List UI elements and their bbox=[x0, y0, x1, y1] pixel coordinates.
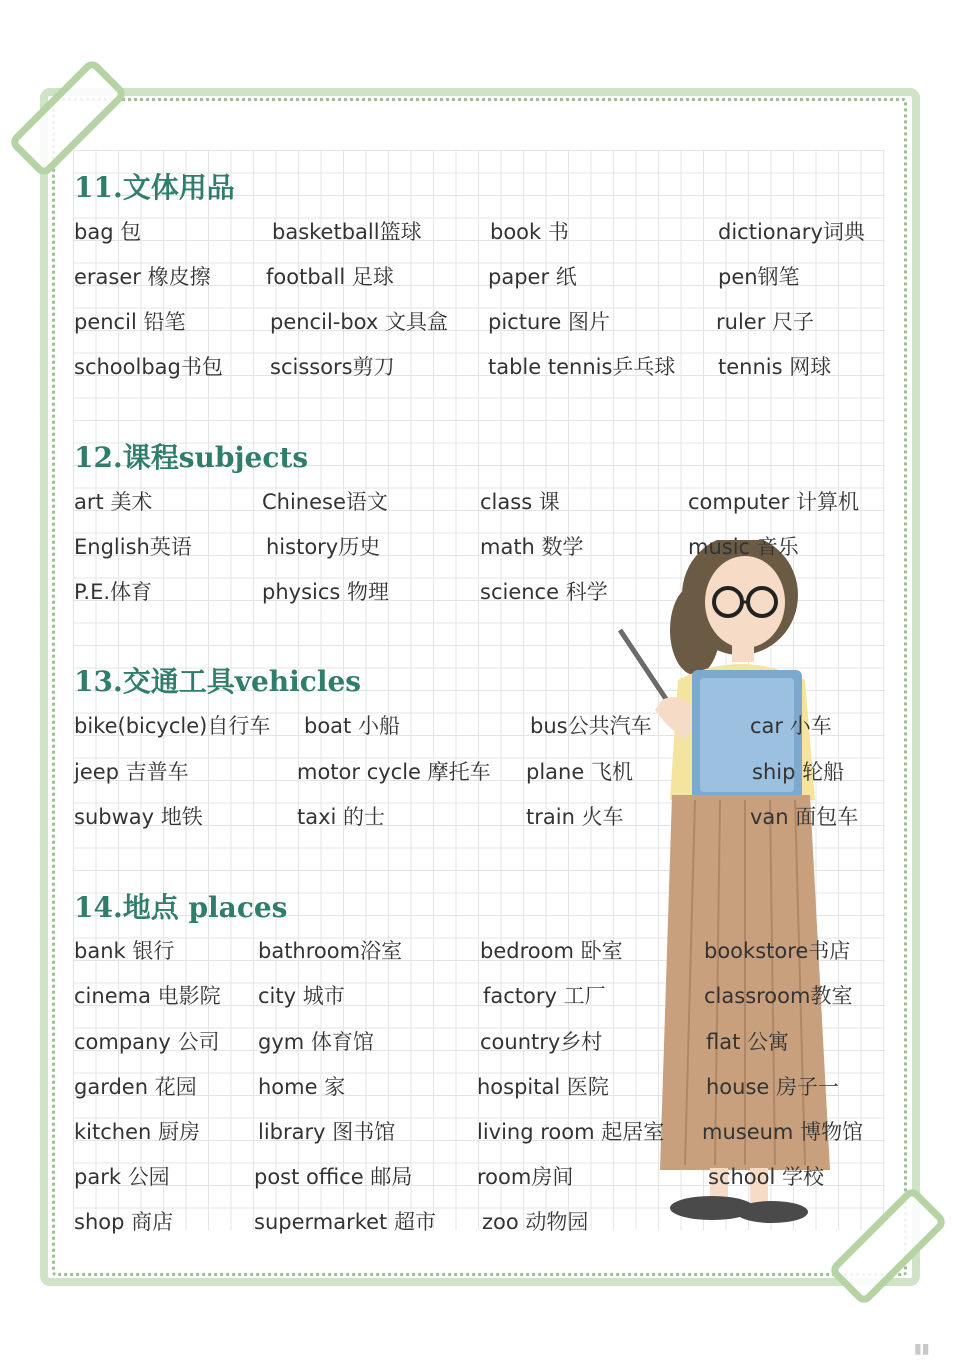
vocab-entry: schoolbag书包 bbox=[74, 355, 223, 379]
vocab-entry: music 音乐 bbox=[688, 535, 799, 559]
vocab-entry: ruler 尺子 bbox=[716, 310, 815, 334]
vocab-entry: classroom教室 bbox=[704, 984, 853, 1008]
vocab-entry: cinema 电影院 bbox=[74, 984, 221, 1008]
watermark-icon: ▮▮ bbox=[914, 1341, 930, 1357]
vocab-entry: bank 银行 bbox=[74, 939, 175, 963]
vocab-entry: shop 商店 bbox=[74, 1210, 174, 1234]
vocab-entry: museum 博物馆 bbox=[702, 1120, 864, 1144]
vocab-entry: P.E.体育 bbox=[74, 580, 153, 604]
vocab-entry: bathroom浴室 bbox=[258, 939, 403, 963]
vocab-entry: bedroom 卧室 bbox=[480, 939, 623, 963]
vocab-entry: library 图书馆 bbox=[258, 1120, 396, 1144]
vocab-entry: scissors剪刀 bbox=[270, 355, 395, 379]
vocab-entry: hospital 医院 bbox=[477, 1075, 609, 1099]
vocab-entry: subway 地铁 bbox=[74, 805, 203, 829]
vocab-entry: company 公司 bbox=[74, 1030, 220, 1054]
vocab-entry: history历史 bbox=[266, 535, 381, 559]
vocab-entry: factory 工厂 bbox=[483, 984, 606, 1008]
vocab-entry: computer 计算机 bbox=[688, 490, 859, 514]
section-heading: 11.文体用品 bbox=[74, 171, 235, 204]
vocab-entry: pen钢笔 bbox=[718, 265, 800, 289]
vocab-entry: physics 物理 bbox=[262, 580, 390, 604]
vocab-entry: class 课 bbox=[480, 490, 560, 514]
vocab-entry: bus公共汽车 bbox=[530, 714, 652, 738]
vocab-entry: country乡村 bbox=[480, 1030, 603, 1054]
vocab-entry: table tennis乒乓球 bbox=[488, 355, 676, 379]
vocab-entry: science 科学 bbox=[480, 580, 608, 604]
vocab-entry: supermarket 超市 bbox=[254, 1210, 436, 1234]
vocab-entry: math 数学 bbox=[480, 535, 584, 559]
section-heading: 14.地点 places bbox=[74, 891, 288, 924]
vocab-entry: English英语 bbox=[74, 535, 192, 559]
vocab-entry: train 火车 bbox=[526, 805, 624, 829]
vocab-entry: motor cycle 摩托车 bbox=[297, 760, 491, 784]
vocab-entry: art 美术 bbox=[74, 490, 153, 514]
vocab-entry: kitchen 厨房 bbox=[74, 1120, 200, 1144]
section-heading: 12.课程subjects bbox=[74, 441, 309, 474]
vocab-entry: flat 公寓 bbox=[706, 1030, 790, 1054]
vocab-entry: bike(bicycle)自行车 bbox=[74, 714, 271, 738]
vocab-entry: bag 包 bbox=[74, 220, 142, 244]
vocab-entry: boat 小船 bbox=[304, 714, 400, 738]
vocab-entry: ship 轮船 bbox=[752, 760, 845, 784]
vocab-entry: basketball篮球 bbox=[272, 220, 422, 244]
vocab-entry: dictionary词典 bbox=[718, 220, 865, 244]
vocab-entry: picture 图片 bbox=[488, 310, 611, 334]
vocab-entry: jeep 吉普车 bbox=[74, 760, 189, 784]
vocab-entry: taxi 的士 bbox=[297, 805, 386, 829]
vocab-entry: zoo 动物园 bbox=[482, 1210, 589, 1234]
vocab-entry: living room 起居室 bbox=[477, 1120, 665, 1144]
vocab-entry: room房间 bbox=[477, 1165, 574, 1189]
vocab-entry: house 房子一 bbox=[706, 1075, 840, 1099]
vocab-entry: Chinese语文 bbox=[262, 490, 388, 514]
vocab-entry: pencil-box 文具盒 bbox=[270, 310, 448, 334]
vocab-entry: football 足球 bbox=[266, 265, 394, 289]
vocab-entry: garden 花园 bbox=[74, 1075, 197, 1099]
vocab-entry: school 学校 bbox=[708, 1165, 825, 1189]
vocab-entry: bookstore书店 bbox=[704, 939, 851, 963]
vocab-entry: car 小车 bbox=[750, 714, 832, 738]
vocab-entry: plane 飞机 bbox=[526, 760, 633, 784]
vocab-entry: eraser 橡皮擦 bbox=[74, 265, 211, 289]
vocab-entry: book 书 bbox=[490, 220, 569, 244]
section-heading: 13.交通工具vehicles bbox=[74, 665, 362, 698]
vocab-entry: van 面包车 bbox=[750, 805, 859, 829]
vocab-entry: paper 纸 bbox=[488, 265, 577, 289]
vocab-entry: post office 邮局 bbox=[254, 1165, 413, 1189]
vocab-entry: gym 体育馆 bbox=[258, 1030, 374, 1054]
vocab-entry: tennis 网球 bbox=[718, 355, 832, 379]
vocab-entry: pencil 铅笔 bbox=[74, 310, 186, 334]
vocab-entry: park 公园 bbox=[74, 1165, 170, 1189]
vocab-entry: city 城市 bbox=[258, 984, 345, 1008]
vocab-entry: home 家 bbox=[258, 1075, 346, 1099]
